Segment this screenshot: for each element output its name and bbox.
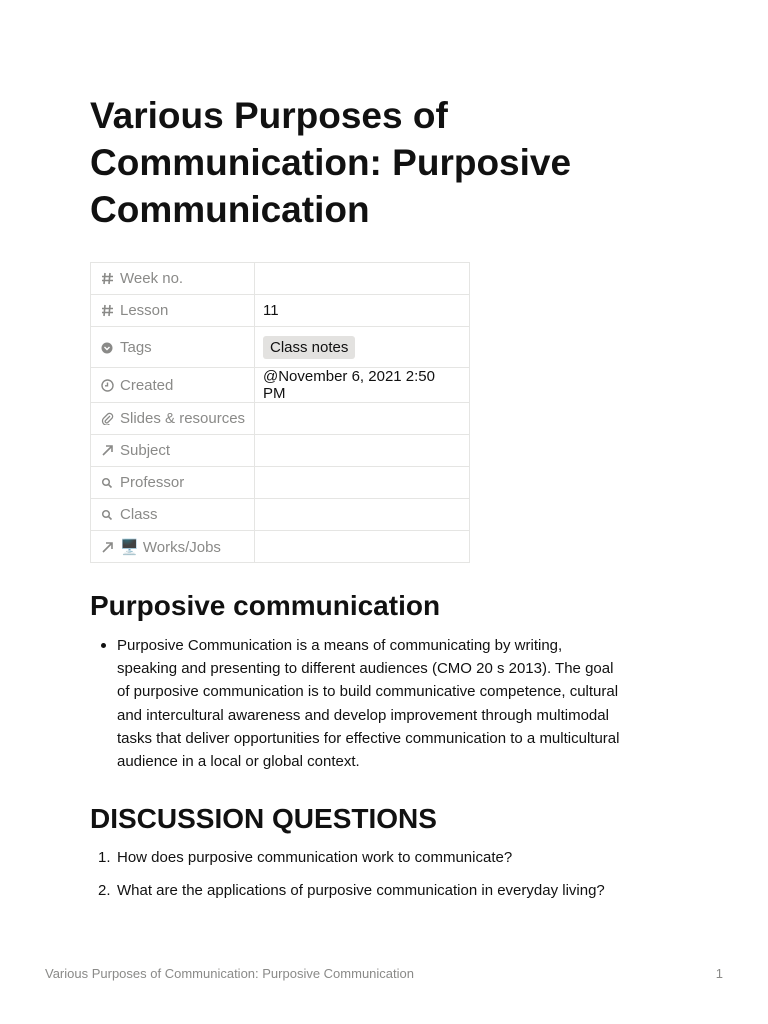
property-value[interactable] <box>255 467 470 499</box>
bullet-list <box>90 634 620 773</box>
property-row-class <box>91 499 470 531</box>
arrow-up-right-icon <box>99 540 115 555</box>
paperclip-icon <box>99 411 115 426</box>
page-title: Various Purposes of Communication: Purposive Communication <box>90 95 572 230</box>
section-heading: Purposive communication <box>90 590 441 621</box>
hash-icon <box>99 303 115 318</box>
property-value[interactable] <box>255 531 470 563</box>
property-row-slides <box>91 403 470 435</box>
property-label: Class <box>120 506 158 523</box>
property-value[interactable] <box>255 499 470 531</box>
list-item <box>90 846 690 869</box>
page-number: 1 <box>715 966 723 981</box>
clock-icon <box>99 378 115 393</box>
property-row-week <box>91 263 470 295</box>
numbered-list <box>90 846 690 912</box>
list-item-text: What are the applications of purposive communication in everyday living? <box>117 882 605 899</box>
property-value[interactable] <box>255 435 470 467</box>
property-label: Slides & resources <box>120 410 246 427</box>
property-value[interactable] <box>255 403 470 435</box>
footer-title: Various Purposes of Communication: Purposive Communication <box>45 966 414 981</box>
list-item-text: How does purposive communication work to communicate? <box>117 849 513 866</box>
arrow-up-right-icon <box>99 443 115 458</box>
property-label: Professor <box>120 474 185 491</box>
list-item <box>90 879 690 902</box>
property-label: Tags <box>120 338 152 356</box>
property-label: Week no. <box>120 270 184 287</box>
tag-chip[interactable]: Class notes <box>263 336 355 359</box>
property-row-created <box>91 368 470 403</box>
search-icon <box>99 507 115 522</box>
created-date: @November 6, 2021 2:50 PM <box>255 368 470 403</box>
list-number: 1. <box>98 849 111 866</box>
list-item: Purposive Communication is a means of communicating by writing, speaking and presenting to different audiences (CMO 20 s 2013). The goal of purposive communication is to build communicative competence, cultural and intercultural awareness and develop improvement through multimodal tasks that deliver opportunities for effective communication to a multicultural audience in a local or global context. <box>90 634 620 773</box>
property-row-professor <box>91 467 470 499</box>
property-label: Lesson <box>120 302 169 319</box>
property-row-subject <box>91 435 470 467</box>
property-row-works-jobs <box>91 531 470 563</box>
property-row-lesson <box>91 295 470 327</box>
tag-icon <box>99 340 115 355</box>
hash-icon <box>99 271 115 286</box>
property-label: 🖥️ Works/Jobs <box>120 538 221 556</box>
property-row-tags <box>91 327 470 368</box>
property-value[interactable]: 11 <box>255 295 470 327</box>
list-number: 2. <box>98 882 111 899</box>
properties-table <box>90 262 470 563</box>
section-heading: DISCUSSION QUESTIONS <box>90 803 437 834</box>
property-label: Created <box>120 376 174 394</box>
search-icon <box>99 475 115 490</box>
property-label: Subject <box>120 442 171 459</box>
property-value[interactable] <box>255 263 470 295</box>
